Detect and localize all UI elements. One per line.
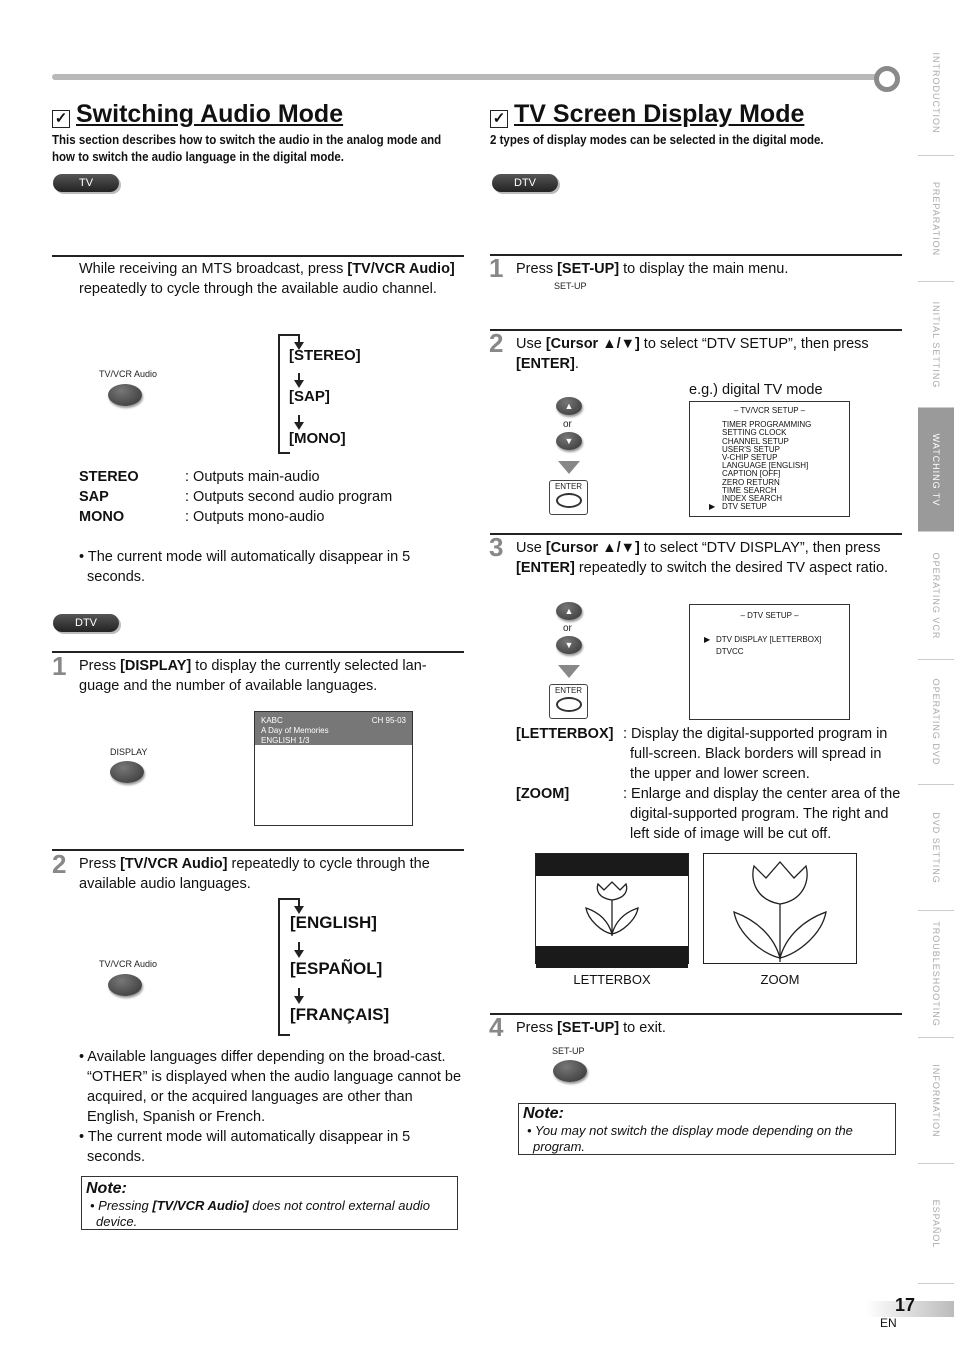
cycle-bracket-bottom bbox=[278, 1034, 290, 1036]
menu-list bbox=[709, 420, 849, 512]
cycle-item: [FRANÇAIS] bbox=[290, 1005, 390, 1024]
menu-item: DTVCC bbox=[716, 647, 744, 657]
page-language: EN bbox=[880, 1316, 897, 1330]
cycle-bracket-top bbox=[278, 334, 300, 336]
def-term: [ZOOM] bbox=[516, 786, 570, 802]
menu-title: – TV/VCR SETUP – bbox=[733, 406, 806, 415]
sidebar-tab-initial-setting[interactable]: INITIAL SETTING bbox=[918, 281, 954, 407]
display-button-icon bbox=[110, 761, 144, 783]
section-intro: 2 types of display modes can be selected in the digital mode. bbox=[490, 133, 824, 147]
tvvcr-audio-label: TV/VCR Audio bbox=[99, 369, 158, 379]
step-number: 2 bbox=[52, 849, 67, 879]
bullet: • The current mode will automatically disappear in 5 seconds. bbox=[79, 1129, 411, 1165]
setup-label: SET-UP bbox=[552, 1046, 585, 1056]
enter-ring bbox=[556, 697, 582, 712]
sidebar-tab-information[interactable]: INFORMATION bbox=[918, 1037, 954, 1163]
divider bbox=[52, 255, 464, 257]
checkbox-icon: ✓ bbox=[52, 110, 70, 128]
sidebar-tab-operating-vcr[interactable]: OPERATING VCR bbox=[918, 531, 954, 659]
cursor-icon: ▶ bbox=[704, 635, 711, 645]
tvvcr-audio-label: TV/VCR Audio bbox=[99, 959, 158, 969]
menu-item-selected: ▶ DTV SETUP bbox=[709, 502, 767, 512]
or-label: or bbox=[563, 419, 572, 430]
enter-button-icon bbox=[549, 480, 588, 515]
menu-item: ZERO RETURN bbox=[722, 477, 780, 487]
arrow-down-icon bbox=[294, 950, 304, 958]
zoom-caption: ZOOM bbox=[760, 972, 800, 987]
menu-item: CHANNEL SETUP bbox=[722, 436, 789, 446]
def-desc: : Display the digital-supported program in full-screen. Black borders will spread in the upper and lower screen. bbox=[623, 726, 888, 782]
cursor-down-icon: ▼ bbox=[556, 636, 582, 654]
osd-language: ENGLISH 1/3 bbox=[261, 736, 310, 745]
setup-button-icon bbox=[553, 1060, 587, 1082]
cursor-up-icon: ▲ bbox=[556, 602, 582, 620]
bullet: • Available languages differ depending on the broad-cast. “OTHER” is displayed when the audio language cannot be acquired, or the acquired languages are other than English, Spanish or French. bbox=[79, 1049, 462, 1125]
letterbox-image bbox=[535, 853, 689, 964]
arrow-down-icon bbox=[294, 422, 304, 430]
arrow-down-icon bbox=[294, 996, 304, 1004]
cycle-bracket-top bbox=[278, 898, 300, 900]
note-box bbox=[518, 1103, 896, 1155]
zoom-image bbox=[703, 853, 857, 964]
cycle-bracket-bottom bbox=[278, 452, 290, 454]
step-text: Press [SET-UP] to exit. bbox=[516, 1020, 666, 1036]
menu-screen-2 bbox=[689, 604, 850, 720]
cursor-down-icon: ▼ bbox=[556, 432, 582, 450]
cycle-item: [SAP] bbox=[289, 388, 330, 405]
osd-program: A Day of Memories bbox=[261, 726, 329, 735]
divider bbox=[52, 849, 464, 851]
cycle-bracket bbox=[278, 334, 280, 454]
menu-item: SETTING CLOCK bbox=[722, 428, 787, 438]
step-text: Press [SET-UP] to display the main menu. bbox=[516, 261, 789, 277]
tv-pill: TV bbox=[53, 174, 119, 192]
cursor-icon: ▶ bbox=[709, 502, 716, 512]
menu-item: INDEX SEARCH bbox=[722, 494, 783, 504]
tvvcr-audio-button-icon bbox=[108, 384, 142, 406]
menu-item-selected: ▶ DTV DISPLAY [LETTERBOX] bbox=[704, 635, 822, 645]
flower-icon bbox=[704, 854, 856, 963]
menu-list bbox=[704, 634, 849, 658]
cycle-item: [ENGLISH] bbox=[290, 913, 377, 932]
step-text: Press [TV/VCR Audio] repeatedly to cycle through the available audio languages. bbox=[79, 856, 430, 892]
cycle-bracket bbox=[278, 898, 280, 1036]
sidebar-tab-operating-dvd[interactable]: OPERATING DVD bbox=[918, 659, 954, 784]
step-text: Use [Cursor ▲/▼] to select “DTV DISPLAY”, then press [ENTER] repeatedly to switch the desired TV aspect ratio. bbox=[516, 540, 889, 576]
checkbox-icon: ✓ bbox=[490, 110, 508, 128]
step-number: 3 bbox=[489, 532, 504, 562]
def-desc: : Enlarge and display the center area of the digital-supported program. The right and left side of image will be cut off. bbox=[623, 786, 901, 842]
def-list: STEREO : Outputs main-audio SAP : Outputs second audio program MONO : Outputs mono-audio bbox=[79, 469, 393, 525]
menu-screen-1 bbox=[689, 401, 850, 517]
setup-label: SET-UP bbox=[554, 281, 587, 291]
example-caption: e.g.) digital TV mode bbox=[689, 382, 823, 398]
or-label: or bbox=[563, 623, 572, 634]
note-text: • Pressing [TV/VCR Audio] does not control external audio device. bbox=[90, 1198, 431, 1229]
cycle-item: [STEREO] bbox=[289, 347, 361, 364]
sidebar-tab-watching-tv[interactable]: WATCHING TV bbox=[918, 407, 954, 531]
page-number: 17 bbox=[895, 1295, 916, 1315]
letterbox-bar-bottom bbox=[536, 946, 688, 968]
bullet: • The current mode will automatically disappear in 5 seconds. bbox=[79, 549, 411, 585]
letterbox-bar-top bbox=[536, 854, 688, 876]
display-label: DISPLAY bbox=[110, 747, 148, 757]
sidebar-tab-preparation[interactable]: PREPARATION bbox=[918, 155, 954, 281]
enter-button-icon bbox=[549, 684, 588, 719]
sidebar-tab-introduction[interactable]: INTRODUCTION bbox=[931, 52, 941, 133]
section-intro: This section describes how to switch the audio in the analog mode and how to switch the audio language in the digital mode. bbox=[52, 133, 442, 164]
arrow-down-icon bbox=[558, 665, 580, 678]
osd-station: KABC bbox=[261, 716, 283, 725]
cycle-item: [MONO] bbox=[289, 430, 346, 447]
enter-label: ENTER bbox=[554, 482, 583, 491]
dtv-pill: DTV bbox=[53, 614, 119, 632]
sidebar-tab-troubleshooting[interactable]: TROUBLESHOOTING bbox=[918, 910, 954, 1037]
osd-channel: CH 95-03 bbox=[371, 716, 406, 725]
divider bbox=[490, 1013, 902, 1015]
menu-title: – DTV SETUP – bbox=[740, 611, 799, 620]
step-text: Press [DISPLAY] to display the currently selected lan-guage and the number of available languages. bbox=[79, 658, 427, 694]
note-title: Note: bbox=[86, 1180, 127, 1197]
enter-label: ENTER bbox=[554, 686, 583, 695]
menu-item: TIME SEARCH bbox=[722, 485, 777, 495]
note-title: Note: bbox=[523, 1105, 564, 1122]
section-title-audio: ✓ Switching Audio Mode bbox=[52, 100, 343, 129]
header-rule bbox=[52, 74, 880, 80]
step-number: 1 bbox=[52, 651, 67, 681]
menu-item: LANGUAGE [ENGLISH] bbox=[722, 461, 809, 471]
sidebar-tab-espanol[interactable]: ESPAÑOL bbox=[918, 1163, 954, 1284]
divider bbox=[490, 533, 902, 535]
section-title-display: ✓ TV Screen Display Mode bbox=[490, 100, 804, 129]
menu-item: USER'S SETUP bbox=[722, 444, 780, 454]
cycle-item: [ESPAÑOL] bbox=[290, 959, 383, 978]
osd-screen bbox=[254, 711, 413, 826]
arrow-down-icon bbox=[558, 461, 580, 474]
note-text: • You may not switch the display mode depending on the program. bbox=[527, 1123, 853, 1154]
step-number: 1 bbox=[489, 253, 504, 283]
header-circle bbox=[874, 66, 900, 92]
divider bbox=[52, 651, 464, 653]
tv-instruction: While receiving an MTS broadcast, press [TV/VCR Audio] repeatedly to cycle through the available audio channel. bbox=[79, 261, 455, 297]
arrow-down-icon bbox=[294, 380, 304, 388]
flower-icon bbox=[536, 876, 688, 941]
divider bbox=[490, 329, 902, 331]
cursor-up-icon: ▲ bbox=[556, 397, 582, 415]
def-term: [LETTERBOX] bbox=[516, 726, 614, 742]
dtv-pill: DTV bbox=[492, 174, 558, 192]
tvvcr-audio-button-icon bbox=[108, 974, 142, 996]
menu-item: V-CHIP SETUP bbox=[722, 453, 778, 463]
letterbox-caption: LETTERBOX bbox=[573, 972, 651, 987]
step-text: Use [Cursor ▲/▼] to select “DTV SETUP”, then press [ENTER]. bbox=[516, 336, 869, 372]
menu-item: CAPTION [OFF] bbox=[722, 469, 781, 479]
note-box bbox=[81, 1176, 458, 1230]
osd-banner bbox=[255, 712, 412, 745]
step-number: 4 bbox=[489, 1012, 504, 1042]
sidebar-tab-dvd-setting[interactable]: DVD SETTING bbox=[918, 784, 954, 910]
menu-item: TIMER PROGRAMMING bbox=[722, 420, 812, 430]
divider bbox=[490, 254, 902, 256]
step-number: 2 bbox=[489, 328, 504, 358]
enter-ring bbox=[556, 493, 582, 508]
